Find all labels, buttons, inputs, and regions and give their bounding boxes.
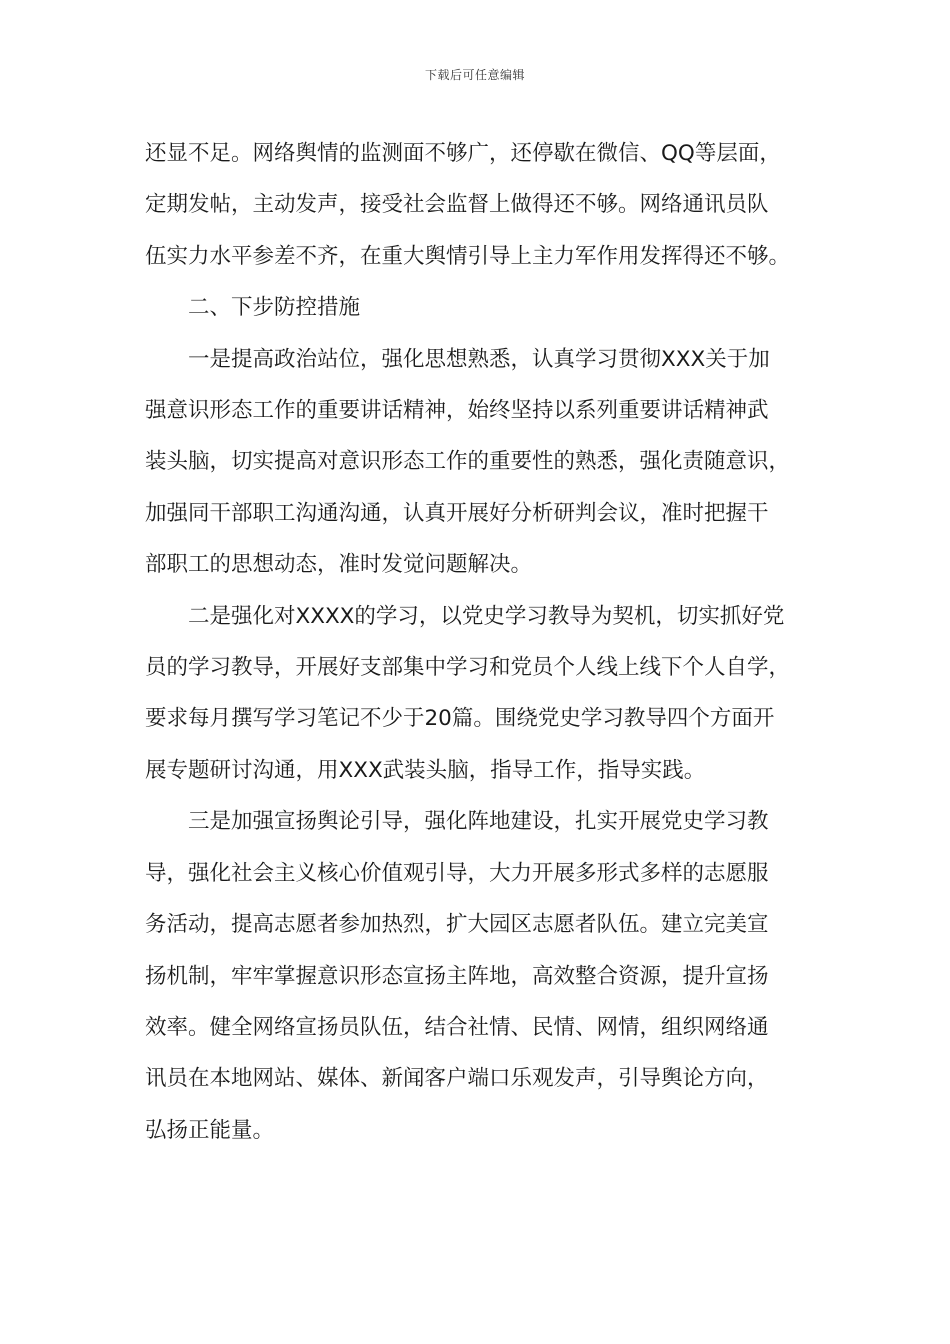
text-line: 务活动，提高志愿者参加热烈，扩大园区志愿者队伍。建立完美宣	[145, 912, 769, 938]
paragraph-start: 一是提高政治站位，强化思想熟悉，认真学习贯彻XXX关于加	[188, 346, 770, 372]
text-line: 扬机制，牢牢掌握意识形态宣扬主阵地，高效整合资源，提升宣扬	[145, 963, 769, 989]
text-line: 员的学习教导，开展好支部集中学习和党员个人线上线下个人自学，	[145, 655, 791, 681]
text-line: 要求每月撰写学习笔记不少于20篇。围绕党史学习教导四个方面开	[145, 706, 775, 732]
text-line: 讯员在本地网站、媒体、新闻客户端口乐观发声，引导舆论方向，	[145, 1066, 769, 1092]
text-line: 效率。健全网络宣扬员队伍，结合社情、民情、网情，组织网络通	[145, 1014, 769, 1040]
paragraph-start: 三是加强宣扬舆论引导，强化阵地建设，扎实开展党史学习教	[188, 809, 769, 835]
text-line: 伍实力水平参差不齐，在重大舆情引导上主力军作用发挥得还不够。	[145, 243, 791, 269]
document-body	[145, 128, 825, 1156]
text-line: 部职工的思想动态，准时发觉问题解决。	[145, 552, 533, 578]
section-heading: 二、下步防控措施	[188, 295, 361, 321]
text-line: 加强同干部职工沟通沟通，认真开展好分析研判会议，准时把握干	[145, 500, 769, 526]
text-line: 导，强化社会主义核心价值观引导，大力开展多形式多样的志愿服	[145, 860, 769, 886]
text-line: 展专题研讨沟通，用XXX武装头脑，指导工作，指导实践。	[145, 757, 706, 783]
paragraph-start: 二是强化对XXXX的学习，以党史学习教导为契机，切实抓好党	[188, 603, 785, 629]
text-line: 强意识形态工作的重要讲话精神，始终坚持以系列重要讲话精神武	[145, 398, 769, 424]
text-line: 弘扬正能量。	[145, 1117, 275, 1143]
text-line: 还显不足。网络舆情的监测面不够广，还停歇在微信、QQ等层面，	[145, 141, 781, 166]
text-line: 定期发帖，主动发声，接受社会监督上做得还不够。网络通讯员队	[145, 192, 769, 218]
text-line: 装头脑，切实提高对意识形态工作的重要性的熟悉，强化责随意识，	[145, 449, 791, 475]
header-note: 下载后可任意编辑	[424, 68, 525, 82]
